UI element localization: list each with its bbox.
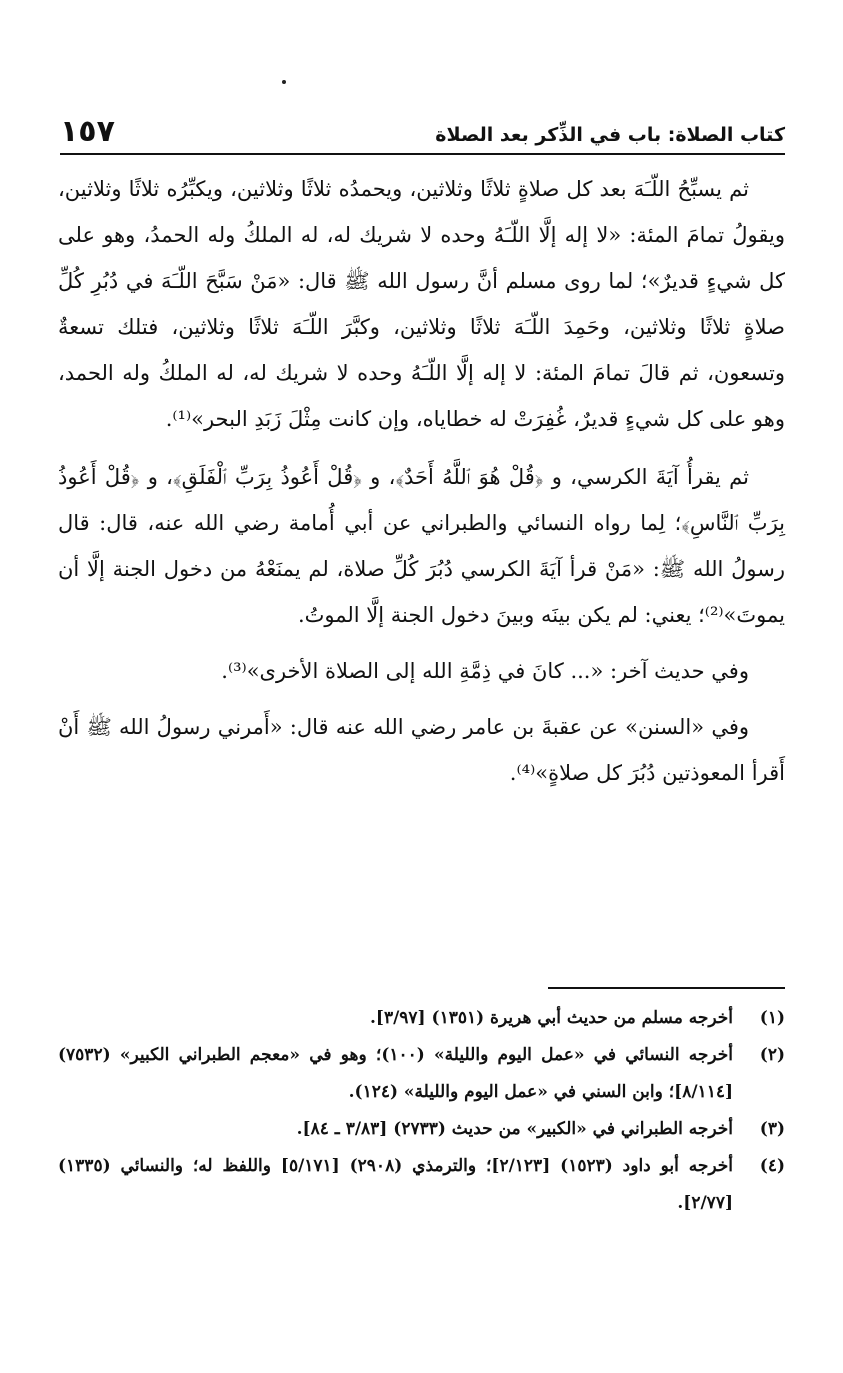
footnotes [58, 1000, 785, 1222]
footnote [58, 1037, 785, 1111]
footnote-text: أخرجه النسائي في «عمل اليوم والليلة» (١٠٠)؛ وهو في «معجم الطبراني الكبير» (٧٥٣٢) [٨/١١٤]؛ وابن السني في «عمل اليوم والليلة» (١٢٤). [58, 1045, 733, 1102]
paragraph-tasbih: ثم يسبِّحُ اللّـَهَ بعد كل صلاةٍ ثلاثًا وثلاثين، ويحمدُه ثلاثًا وثلاثين، ويكبِّرُه ثلاثًا وثلاثين، ويقولُ تمامَ المئة: «لا إله إلَّا اللّـَهُ وحده لا شريك له، له الملكُ وله الحمدُ، وهو على كل شيءٍ قديرٌ»؛ لما روى مسلم أنَّ رسول الله ﷺ قال: «مَنْ سَبَّحَ اللّـَهَ في دُبُرِ كُلِّ صلاةٍ ثلاثًا وثلاثين، وحَمِدَ اللّـَهَ ثلاثًا وثلاثين، وكبَّرَ اللّـَهَ ثلاثًا وثلاثين، فتلك تسعةٌ وتسعون، ثم قالَ تمامَ المئة: لا إله إلَّا اللّـَهُ وحده لا شريك له، له الملكُ وله الحمد، وهو على كل شيءٍ قديرٌ، غُفِرَتْ له خطاياه، وإن كانت مِثْلَ زَبَدِ البحر»⁽¹⁾. [58, 177, 785, 431]
footnote-number: (١) [759, 1008, 785, 1028]
paragraph-sunan: وفي «السنن» عن عقبةَ بن عامر رضي الله عنه قال: «أَمرني رسولُ الله ﷺ أَنْ أَقرأ المعوذتين دُبُرَ كل صلاةٍ»⁽⁴⁾. [58, 715, 785, 785]
paragraph-ayat-kursi: ثم يقرأُ آيَةَ الكرسي، و ﴿قُلْ هُوَ ٱللَّهُ أَحَدٌ﴾، و ﴿قُلْ أَعُوذُ بِرَبِّ ٱلْفَلَقِ﴾، و ﴿قُلْ أَعُوذُ بِرَبِّ ٱلنَّاسِ﴾؛ لِما رواه النسائي والطبراني عن أبي أُمامة رضي الله عنه، قال: قال رسولُ الله ﷺ: «مَنْ قرأ آيَةَ الكرسي دُبُرَ كُلِّ صلاة، لم يمنَعْهُ من دخول الجنة إلَّا أن يموتَ»⁽²⁾؛ يعني: لم يكن بينَه وبينَ دخول الجنة إلَّا الموتُ. [58, 465, 785, 627]
footnote-text: أخرجه أبو داود (١٥٢٣) [٢/١٢٣]؛ والترمذي (٢٩٠٨) [٥/١٧١] واللفظ له؛ والنسائي (١٣٣٥) [٢/٧٧]. [58, 1156, 734, 1213]
running-title: كتاب الصلاة: باب في الذِّكر بعد الصلاة [435, 124, 785, 146]
footnote-text: أخرجه الطبراني في «الكبير» من حديث (٢٧٣٣) [٣/٨٣ ـ ٨٤]. [296, 1119, 733, 1139]
ink-speck [282, 80, 286, 84]
main-text [58, 166, 785, 806]
footnote [58, 1111, 785, 1148]
footnote-number: (٣) [759, 1119, 785, 1139]
footnote-text: أخرجه مسلم من حديث أبي هريرة (١٣٥١) [٣/٩٧]. [369, 1008, 733, 1028]
header-rule [60, 153, 785, 155]
footnote-number: (٤) [759, 1156, 785, 1176]
footnote-separator [548, 987, 785, 989]
footnote [58, 1000, 785, 1037]
footnote-number: (٢) [759, 1045, 785, 1065]
page-number: ١٥٧ [60, 114, 115, 149]
paragraph-other-hadith: وفي حديث آخر: «... كانَ في ذِمَّةِ الله إلى الصلاة الأخرى»⁽³⁾. [221, 659, 749, 683]
footnote [58, 1148, 785, 1222]
